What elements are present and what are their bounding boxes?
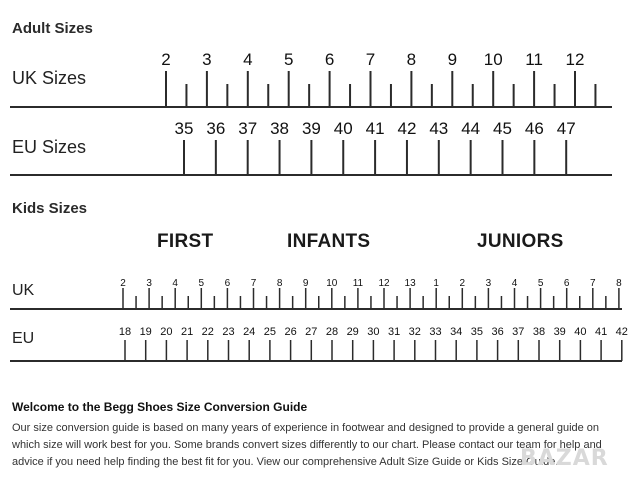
kids-eu-tick-label: 39 — [553, 326, 566, 338]
kids-uk-tick-label: 2 — [120, 278, 126, 289]
adult-eu-tick-label: 37 — [238, 119, 258, 138]
kids-uk-tick-label: 7 — [250, 278, 257, 289]
band-infants: INFANTS — [287, 231, 371, 252]
kids-uk-tick-label: 12 — [378, 278, 390, 289]
kids-eu-tick-label: 28 — [325, 326, 339, 338]
kids-eu-tick-label: 25 — [263, 326, 277, 338]
kids-eu-tick-label: 40 — [574, 326, 587, 338]
kids-uk-tick-label: 4 — [172, 278, 178, 289]
kids-eu-tick-label: 32 — [408, 326, 421, 338]
kids-eu-tick-label: 22 — [201, 326, 214, 338]
kids-eu-tick-label: 35 — [470, 326, 484, 338]
adult-eu-tick-label: 44 — [461, 119, 481, 138]
kids-eu-tick-label: 26 — [284, 326, 297, 338]
adult-eu-tick-label: 39 — [301, 119, 321, 138]
kids-uk-tick-label: 5 — [198, 278, 205, 289]
kids-uk-tick-label: 4 — [511, 278, 518, 289]
kids-uk-tick-label: 8 — [276, 278, 283, 289]
watermark-logo: BAZAR — [520, 446, 609, 471]
kids-eu-tick-label: 19 — [139, 326, 152, 338]
kids-uk-tick-label: 6 — [563, 278, 570, 289]
adult-eu-tick-label: 42 — [397, 119, 417, 138]
adult-eu-tick-label: 41 — [365, 119, 385, 138]
adult-uk-tick-label: 6 — [324, 50, 335, 69]
kids-uk-tick-label: 10 — [326, 278, 338, 289]
adult-eu-tick-label: 43 — [429, 119, 449, 138]
adult-eu-tick-label: 45 — [493, 119, 512, 138]
kids-eu-tick-label: 38 — [532, 326, 546, 338]
kids-eu-tick-label: 29 — [346, 326, 359, 338]
kids-uk-tick-label: 9 — [302, 278, 309, 289]
adult-uk-label: UK Sizes — [12, 68, 87, 88]
adult-eu-tick-label: 36 — [206, 119, 226, 138]
kids-eu-tick-label: 42 — [615, 326, 628, 338]
kids-uk-tick-label: 2 — [459, 278, 466, 289]
guide-body: Our size conversion guide is based on many years of experience in footwear and designed to provide a general guide on which size will work best for you. Some brands convert sizes differently to our chart. Please contact our team for help and advice if you need help finding the best fit for you. View our comprehensive Adult Size Guide or Kids Size Guide. — [12, 422, 602, 468]
adult-eu-label: EU Sizes — [12, 137, 87, 157]
adult-eu-tick-label: 35 — [174, 119, 194, 138]
kids-uk-tick-label: 1 — [433, 278, 439, 289]
adult-uk-tick-label: 8 — [406, 50, 417, 69]
adult-eu-tick-label: 38 — [270, 119, 290, 138]
kids-uk-tick-label: 3 — [146, 278, 152, 289]
kids-uk-tick-label: 13 — [404, 278, 416, 289]
kids-uk-tick-label: 7 — [590, 278, 596, 289]
adult-eu-tick-label: 46 — [524, 119, 544, 138]
kids-eu-tick-label: 37 — [512, 326, 525, 338]
kids-eu-tick-label: 34 — [450, 326, 463, 338]
kids-uk-tick-label: 8 — [616, 278, 622, 289]
kids-eu-tick-label: 23 — [222, 326, 235, 338]
kids-sizes-heading: Kids Sizes — [12, 200, 88, 217]
kids-uk-tick-label: 3 — [485, 278, 492, 289]
adult-uk-tick-label: 4 — [243, 50, 253, 69]
kids-uk-label: UK — [12, 282, 35, 299]
kids-uk-tick-label: 11 — [352, 278, 364, 289]
adult-uk-tick-label: 12 — [565, 50, 585, 69]
kids-eu-tick-label: 41 — [594, 326, 608, 338]
kids-eu-tick-label: 24 — [243, 326, 256, 338]
kids-eu-tick-label: 36 — [491, 326, 504, 338]
guide-title: Welcome to the Begg Shoes Size Conversion Guide — [12, 400, 308, 414]
adult-uk-tick-label: 7 — [365, 50, 376, 69]
adult-uk-tick-label: 2 — [161, 50, 171, 69]
kids-eu-tick-label: 27 — [305, 326, 318, 338]
adult-uk-tick-label: 11 — [525, 50, 543, 69]
kids-eu-tick-label: 21 — [180, 326, 194, 338]
adult-uk-tick-label: 9 — [447, 50, 458, 69]
kids-eu-label: EU — [12, 330, 35, 347]
band-first: FIRST — [157, 231, 214, 252]
adult-sizes-heading: Adult Sizes — [12, 20, 93, 37]
kids-eu-tick-label: 20 — [160, 326, 173, 338]
kids-uk-tick-label: 5 — [537, 278, 544, 289]
adult-uk-tick-label: 5 — [283, 50, 294, 69]
adult-eu-tick-label: 40 — [333, 119, 353, 138]
kids-eu-tick-label: 31 — [387, 326, 401, 338]
kids-uk-tick-label: 6 — [224, 278, 231, 289]
kids-eu-tick-label: 30 — [367, 326, 380, 338]
adult-uk-tick-label: 3 — [202, 50, 212, 69]
adult-uk-tick-label: 10 — [483, 50, 503, 69]
kids-eu-tick-label: 18 — [118, 326, 132, 338]
adult-eu-tick-label: 47 — [556, 119, 576, 138]
band-juniors: JUNIORS — [477, 231, 564, 252]
kids-eu-tick-label: 33 — [429, 326, 442, 338]
